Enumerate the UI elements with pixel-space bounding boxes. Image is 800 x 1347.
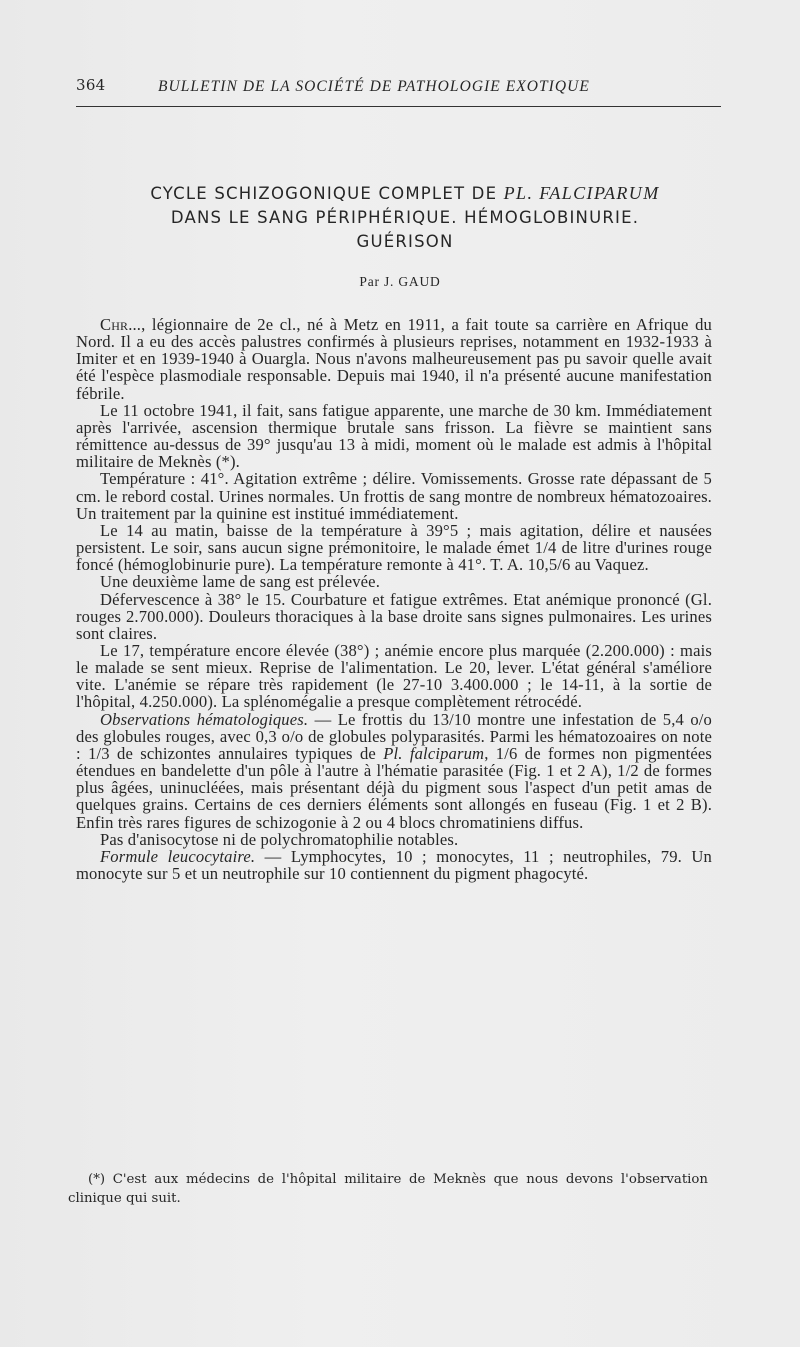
paragraph-text: , 1/6 de formes non pigmentées étendues en bandelette d'un pôle à l'autre à l'hématie parasitée (Fig. 1 et 2 A), 1/2 de formes plus âgées, uninucléées, mais présentant déjà du pigment sous l'aspect d'un petit amas de quelques grains. Certains de ces derniers éléments sont allongés en fuseau (Fig. 1 et 2 B). Enfin très rares figures de schizogonie à 2 ou 4 blocs chromatiniens diffus.	[76, 743, 713, 832]
article-title-prefix: CYCLE SCHIZOGONIQUE COMPLET DE	[150, 184, 504, 203]
paragraph-defervescence: Défervescence à 38° le 15. Courbature et fatigue extrêmes. Etat anémique prononcé (Gl. rouges 2.700.000). Douleurs thoraciques à la base droite sans signes pulmonaires. Les urines sont claires.	[76, 589, 712, 643]
footnote	[68, 1170, 708, 1208]
paragraph-anisocytosis: Pas d'anisocytose ni de polychromatophilie notables.	[100, 829, 459, 849]
running-header	[76, 74, 721, 98]
paragraph-text: — Lymphocytes, 10 ; monocytes, 11 ; neutrophiles, 79. Un monocyte sur 5 et un neutrophile sur 10 contiennent du pigment phagocyté.	[76, 846, 712, 883]
article-title-species: PL. FALCIPARUM	[503, 183, 660, 203]
paragraph-onset: Le 11 octobre 1941, il fait, sans fatigue apparente, une marche de 30 km. Immédiatement après l'arrivée, ascension thermique brutale sans frisson. La fièvre se maintient sans rémittence au-dessus de 39° jusqu'au 13 à midi, moment où le malade est admis à l'hôpital militaire de Meknès (*).	[76, 400, 712, 472]
paragraph-text: , légionnaire de 2e cl., né à Metz en 1911, a fait toute sa carrière en Afrique du Nord. Il a eu des accès palustres confirmés à plusieurs reprises, notamment en 1932-1933 à Imiter et en 1939-1940 à Ouargla. Nous n'avons malheureusement pas pu savoir quelle avait été l'espèce plasmodiale responsable. Depuis mai 1940, il n'a présenté aucune manifestation fébrile.	[76, 315, 712, 403]
patient-name: Chr...	[100, 315, 142, 334]
article-body	[76, 316, 712, 882]
article-title-line-1	[70, 181, 740, 206]
article-title	[70, 181, 740, 254]
journal-title: BULLETIN DE LA SOCIÉTÉ DE PATHOLOGIE EXOTIQUE	[158, 78, 590, 95]
species-name: Pl. falciparum	[383, 743, 485, 763]
paragraph-patient-history	[76, 316, 712, 402]
section-heading-leukocytes: Formule leucocytaire.	[100, 846, 256, 866]
section-heading-hematology: Observations hématologiques.	[100, 709, 309, 729]
article-title-line-2: DANS LE SANG PÉRIPHÉRIQUE. HÉMOGLOBINURIE.	[170, 208, 640, 227]
footnote-text: (*) C'est aux médecins de l'hôpital militaire de Meknès que nous devons l'observation clinique qui suit.	[68, 1172, 708, 1206]
paragraph-second-slide: Une deuxième lame de sang est prélevée.	[100, 572, 380, 592]
paragraph-admission-exam: Température : 41°. Agitation extrême ; délire. Vomissements. Grosse rate dépassant de 5 cm. le rebord costal. Urines normales. Un frottis de sang montre de nombreux hématozoaires. Un traitement par la quinine est institué immédiatement.	[76, 469, 712, 523]
header-rule	[76, 106, 721, 107]
paragraph-hematology	[76, 711, 712, 831]
author-byline: Par J. GAUD	[359, 274, 441, 289]
paragraph-hemoglobinuria: Le 14 au matin, baisse de la température à 39°5 ; mais agitation, délire et nausées persistent. Le soir, sans aucun signe prémonitoire, le malade émet 1/4 de litre d'urines rouge foncé (hémoglobinurie pure). La température remonte à 41°. T. A. 10,5/6 au Vaquez.	[76, 520, 712, 575]
page-number: 364	[76, 76, 106, 94]
paragraph-leukocyte-formula	[76, 848, 712, 882]
article-title-line-3: GUÉRISON	[356, 232, 454, 251]
paragraph-recovery: Le 17, température encore élevée (38°) ; anémie encore plus marquée (2.200.000) : mais le malade se sent mieux. Reprise de l'alimentation. Le 20, lever. L'état général s'améliore vite. L'anémie se répare très rapidement (le 27-10 3.400.000 ; le 14-11, à la sortie de l'hôpital, 4.250.000). La splénomégalie a presque complètement rétrocédé.	[76, 640, 712, 712]
paragraph-text: — Le frottis du 13/10 montre une infestation de 5,4 o/o des globules rouges, avec 0,3 o/o de globules polyparasités. Parmi les hématozoaires on note : 1/3 de schizontes annulaires typiques de	[76, 709, 712, 763]
